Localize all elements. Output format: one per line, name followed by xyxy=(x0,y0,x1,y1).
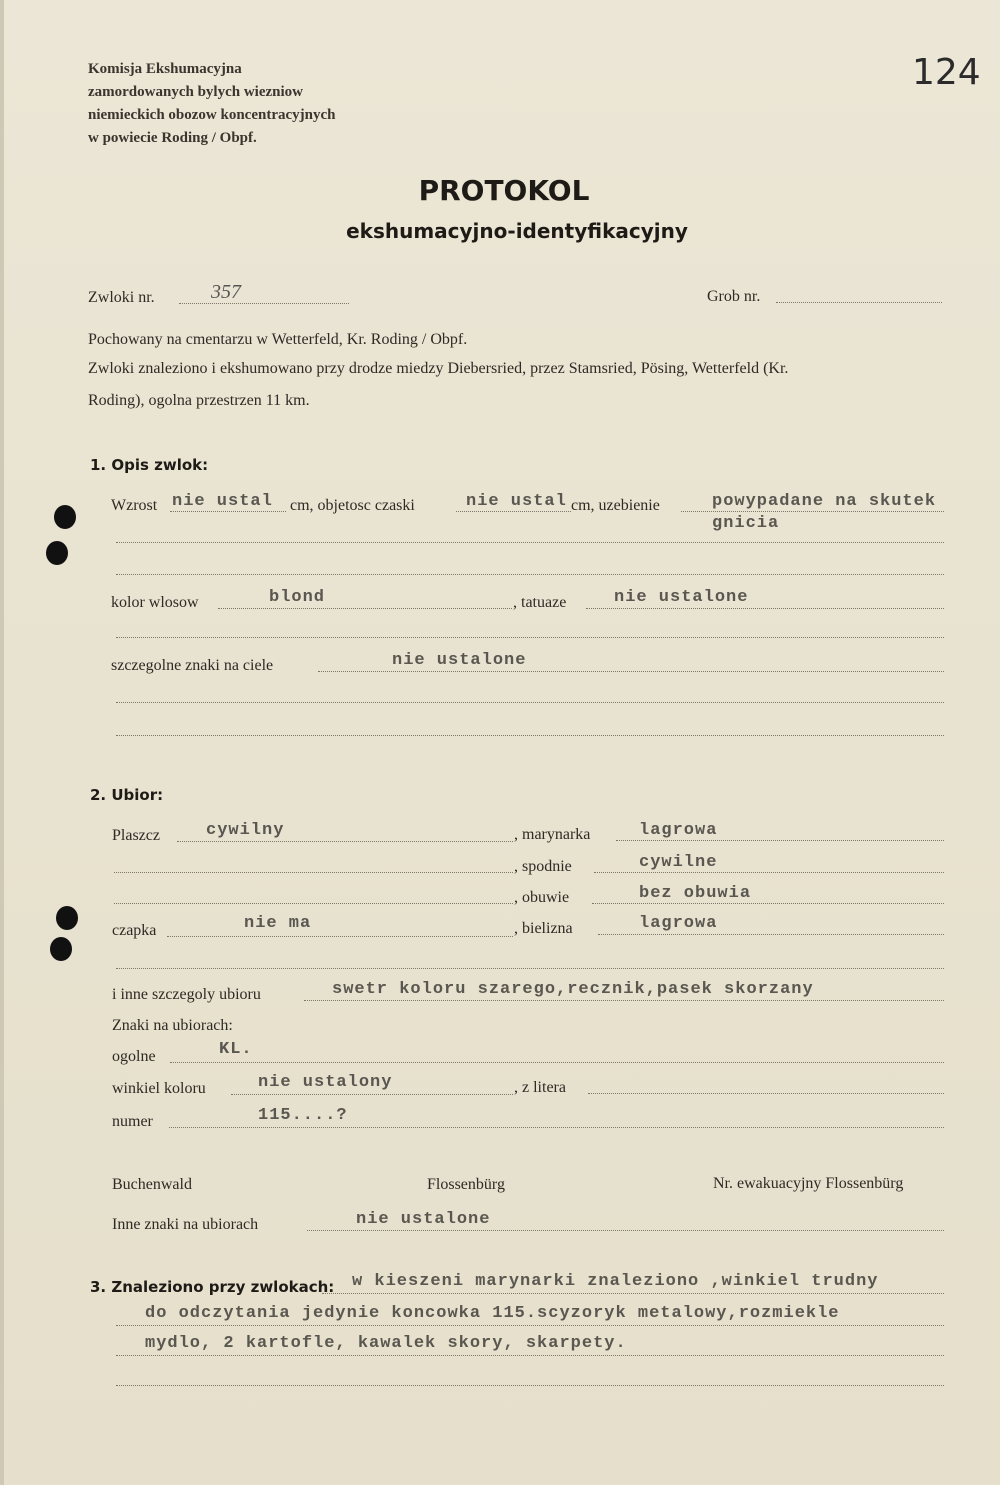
inne-znaki-value: nie ustalone xyxy=(356,1210,491,1229)
inne-label: i inne szczegoly ubioru xyxy=(112,986,261,1003)
doc-subtitle: ekshumacyjno-identyfikacyjny xyxy=(346,219,688,243)
tatuaze-label: , tatuaze xyxy=(513,594,567,611)
org-header xyxy=(88,58,335,150)
found-line2: Roding), ogolna przestrzen 11 km. xyxy=(88,392,310,409)
doc-title: PROTOKOL xyxy=(418,174,590,207)
kolor-value: blond xyxy=(269,588,326,607)
czapka-label: czapka xyxy=(112,922,157,939)
section2-heading: 2. Ubior: xyxy=(90,786,164,804)
wzrost-label: Wzrost xyxy=(111,497,158,514)
marynarka-value: lagrowa xyxy=(639,821,718,840)
found-items-line3: mydlo, 2 kartofle, kawalek skory, skarpety. xyxy=(145,1334,627,1353)
buried-text: Pochowany na cmentarzu w Wetterfeld, Kr. Roding / Obpf. xyxy=(88,331,468,348)
czapka-value: nie ma xyxy=(244,914,312,933)
inne-znaki-label: Inne znaki na ubiorach xyxy=(112,1216,259,1233)
zwloki-label: Zwloki nr. xyxy=(88,289,155,306)
zwloki-value: 357 xyxy=(211,281,241,303)
flossenburg-label: Flossenbürg xyxy=(427,1176,505,1193)
found-items-line1: w kieszeni marynarki znaleziono ,winkiel trudny xyxy=(352,1272,879,1291)
punch-hole xyxy=(46,541,68,565)
section3-heading: 3. Znaleziono przy zwlokach: xyxy=(90,1278,335,1296)
winkiel-value: nie ustalony xyxy=(258,1073,393,1092)
kolor-label: kolor wlosow xyxy=(111,594,199,611)
bielizna-value: lagrowa xyxy=(639,914,718,933)
buchenwald-label: Buchenwald xyxy=(112,1176,192,1193)
punch-hole xyxy=(50,937,72,961)
plaszcz-value: cywilny xyxy=(206,821,285,840)
spodnie-value: cywilne xyxy=(639,853,718,872)
found-items-line2: do odczytania jedynie koncowka 115.scyzoryk metalowy,rozmiekle xyxy=(145,1304,840,1323)
punch-hole xyxy=(54,505,76,529)
ogolne-value: KL. xyxy=(219,1040,253,1059)
ewakuacyjny-label: Nr. ewakuacyjny Flossenbürg xyxy=(713,1175,904,1192)
czaszka-value: nie ustal xyxy=(466,492,567,511)
numer-label: numer xyxy=(112,1113,153,1130)
org-line: zamordowanych bylych wiezniow xyxy=(88,84,303,100)
winkiel-label: winkiel koloru xyxy=(112,1080,206,1097)
page-number: 124 xyxy=(912,52,981,93)
wzrost-value: nie ustal xyxy=(172,492,273,511)
ogolne-label: ogolne xyxy=(112,1048,156,1065)
uzebienie-value-line2: gnicia xyxy=(712,514,780,533)
spodnie-label: , spodnie xyxy=(514,858,572,875)
section1-heading: 1. Opis zwlok: xyxy=(90,456,209,474)
znaki-value: nie ustalone xyxy=(392,651,527,670)
obuwie-value: bez obuwia xyxy=(639,884,752,903)
found-line1: Zwloki znaleziono i ekshumowano przy drodze miedzy Diebersried, przez Stamsried, Pösing, Wetterfeld (Kr. xyxy=(88,360,789,377)
numer-value: 115....? xyxy=(258,1106,348,1125)
uzebienie-label: cm, uzebienie xyxy=(571,497,660,514)
obuwie-label: , obuwie xyxy=(514,889,570,906)
inne-value: swetr koloru szarego,recznik,pasek skorzany xyxy=(332,980,814,999)
znaki-ubior-label: Znaki na ubiorach: xyxy=(112,1017,233,1034)
org-line: w powiecie Roding / Obpf. xyxy=(88,130,257,146)
punch-hole xyxy=(56,906,78,930)
tatuaze-value: nie ustalone xyxy=(614,588,749,607)
marynarka-label: , marynarka xyxy=(514,826,591,843)
uzebienie-value-line1: powypadane na skutek xyxy=(712,492,937,511)
litera-label: , z litera xyxy=(514,1079,566,1096)
czaszka-label: cm, objetosc czaski xyxy=(290,497,415,514)
znaki-label: szczegolne znaki na ciele xyxy=(111,657,274,674)
bielizna-label: , bielizna xyxy=(514,920,573,937)
grob-label: Grob nr. xyxy=(707,288,761,305)
plaszcz-label: Plaszcz xyxy=(112,827,160,844)
org-line: Komisja Ekshumacyjna xyxy=(88,61,242,77)
org-line: niemieckich obozow koncentracyjnych xyxy=(88,107,336,123)
